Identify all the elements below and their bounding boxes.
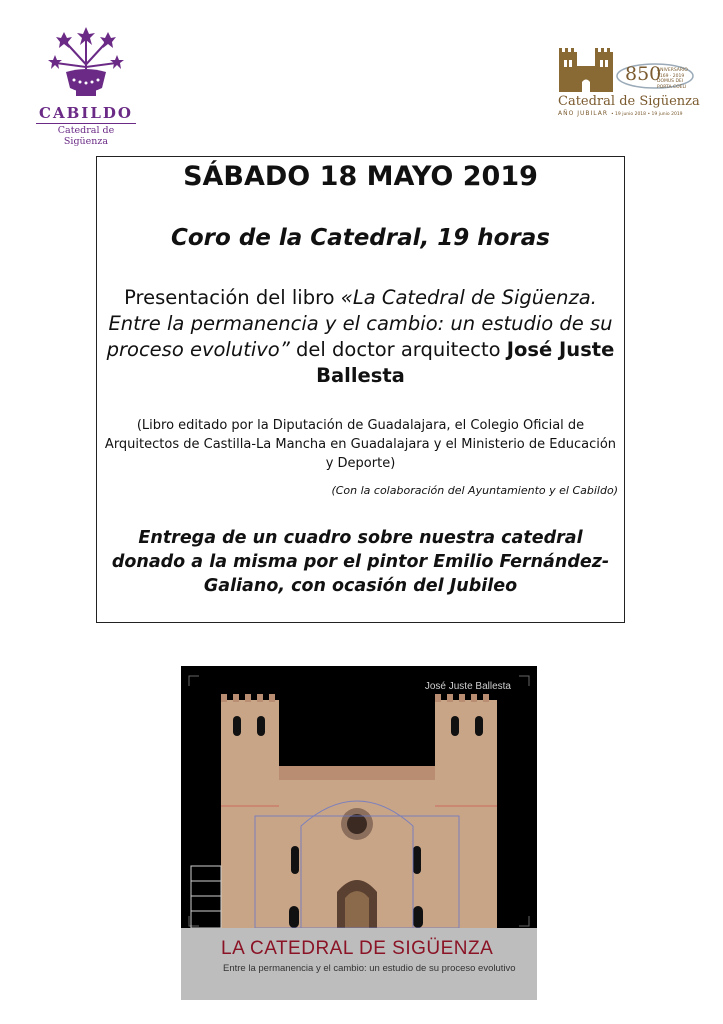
presentation-prefix: Presentación del libro [124,286,341,309]
book-cover [181,666,537,1000]
jubilee-dates: • 19 junio 2018 • 19 junio 2019 [610,112,683,117]
cabildo-logo [36,26,136,147]
cover-author: José Juste Ballesta [424,681,511,692]
presentation-text [103,285,618,389]
cover-subtitle: Entre la permanencia y el cambio: un estudio de su proceso evolutivo [223,963,516,974]
flower-vase-icon [46,26,126,104]
jubilee-year-text: AÑO JUBILAR [558,110,609,117]
book-title: «La Catedral de Sigüenza. Entre la permanencia y el cambio: un estudio de su proceso evolutivo” [106,286,613,361]
jubilee-year-label [558,110,683,117]
event-date: SÁBADO 18 MAYO 2019 [183,161,538,192]
collaboration-note: (Con la colaboración del Ayuntamiento y el Cabildo) [331,484,618,497]
jubilee-small-text: ANIVERSARIO 1169 · 2019 DOMUS DEI PORTA COELI [657,68,688,90]
presentation-middle: del doctor arquitecto [289,338,507,361]
cabildo-name: CABILDO [39,104,133,122]
cathedral-facade-image [181,666,537,928]
author-name: José Juste Ballesta [316,338,615,387]
jubilee-logo [555,44,700,122]
painting-gift-note: Entrega de un cuadro sobre nuestra catedral donado a la misma por el pintor Emilio Fernández-Galiano, con ocasión del Jubileo [111,528,610,596]
event-place: Coro de la Catedral, 19 horas [170,225,550,251]
event-notice-box [96,156,625,623]
cover-title: LA CATEDRAL DE SIGÜENZA [221,938,494,959]
jubilee-title: Catedral de Sigüenza [558,94,700,109]
cabildo-subtitle: Catedral de Sigüenza [36,123,136,147]
jubilee-number: 850 [625,63,662,85]
edited-by-note: (Libro editado por la Diputación de Guadalajara, el Colegio Oficial de Arquitectos de Castilla-La Mancha en Guadalajara y el Ministerio de Educación y Deporte) [104,418,617,471]
